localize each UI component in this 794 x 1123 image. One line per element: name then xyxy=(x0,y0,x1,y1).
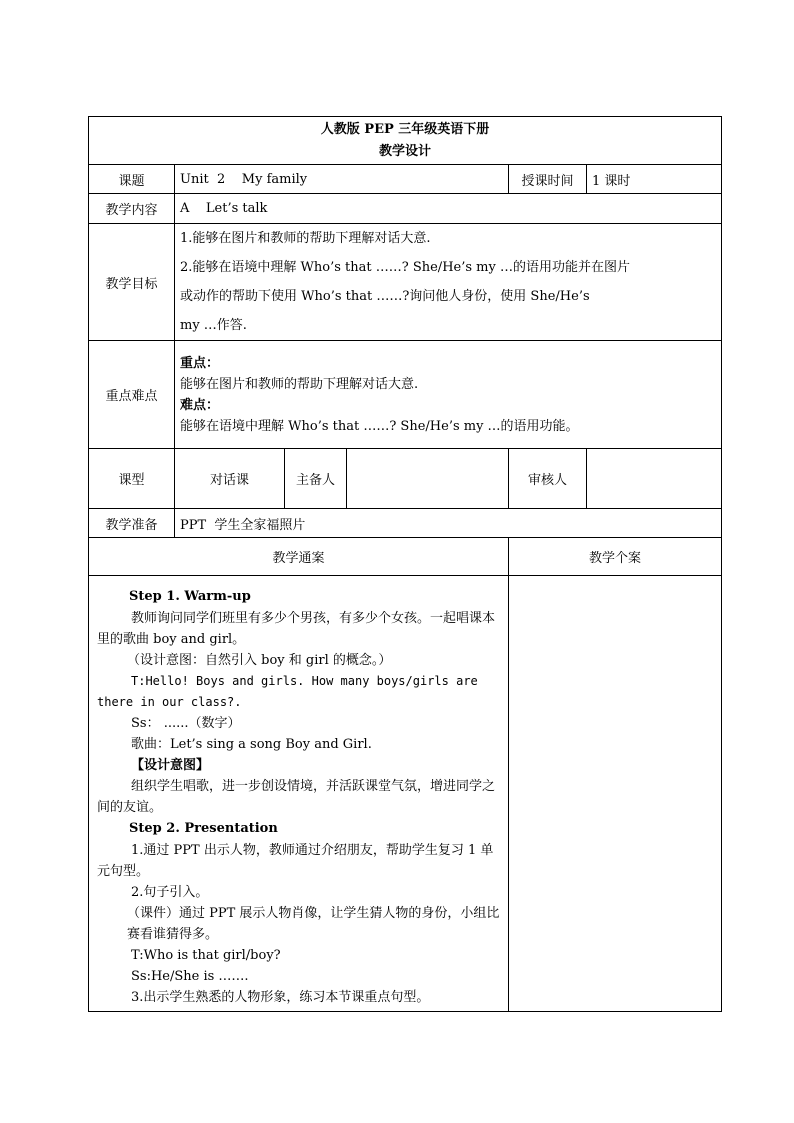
prep-label: 教学准备 xyxy=(89,509,175,538)
title-line-2: 教学设计 xyxy=(379,143,432,159)
goal-line-4: my …作答. xyxy=(180,318,247,333)
paragraph: Ss： ......（数字） xyxy=(131,716,241,731)
paragraph: 1.通过 PPT 出示人物，教师通过介绍朋友，帮助学生复习 1 单元句型。 xyxy=(97,843,494,879)
reviewer-value xyxy=(587,449,722,509)
general-plan-body xyxy=(89,576,509,1012)
goals-cell xyxy=(175,224,722,341)
paragraph: 歌曲：Let’s sing a song Boy and Girl. xyxy=(131,737,372,752)
content-label: 教学内容 xyxy=(89,194,175,224)
individual-plan-body xyxy=(509,576,722,1012)
content-value: A Let’s talk xyxy=(175,194,722,224)
title-line-1: 人教版 PEP 三年级英语下册 xyxy=(320,121,490,137)
goal-line-2: 2.能够在语境中理解 Who’s that ……? She/He’s my …的语用功能并在图片 xyxy=(180,260,630,275)
paragraph: 3.出示学生熟悉的人物形象，练习本节课重点句型。 xyxy=(131,990,430,1005)
paragraph: T:Who is that girl/boy? xyxy=(131,948,281,963)
key-points-label: 重点难点 xyxy=(89,341,175,449)
design-intent-heading: 【设计意图】 xyxy=(131,758,210,773)
paragraph: 2.句子引入。 xyxy=(131,885,209,900)
reviewer-label: 审核人 xyxy=(509,449,587,509)
difficulty-heading: 难点： xyxy=(180,397,220,413)
lesson-type-value: 对话课 xyxy=(175,449,285,509)
goal-line-1: 1.能够在图片和教师的帮助下理解对话大意. xyxy=(180,231,431,246)
author-value xyxy=(347,449,509,509)
prep-value: PPT 学生全家福照片 xyxy=(175,509,722,538)
lesson-type-label: 课型 xyxy=(89,449,175,509)
step-2-heading: Step 2. Presentation xyxy=(129,821,278,836)
paragraph: 教师询问同学们班里有多少个男孩，有多少个女孩。一起唱课本里的歌曲 boy and girl。 xyxy=(97,611,496,647)
general-plan-header: 教学通案 xyxy=(89,538,509,576)
goal-line-3: 或动作的帮助下使用 Who’s that ……?询问他人身份，使用 She/He’s xyxy=(180,289,590,304)
time-value: 1 课时 xyxy=(587,165,722,194)
key-points-cell xyxy=(175,341,722,449)
document-title xyxy=(89,117,722,165)
goals-label: 教学目标 xyxy=(89,224,175,341)
topic-value: Unit 2 My family xyxy=(175,165,509,194)
individual-plan-header: 教学个案 xyxy=(509,538,722,576)
paragraph: T:Hello! Boys and girls. How many boys/girls are there in our class?. xyxy=(97,674,478,709)
author-label: 主备人 xyxy=(285,449,347,509)
paragraph: 组织学生唱歌，进一步创设情境，并活跃课堂气氛，增进同学之间的友谊。 xyxy=(97,779,496,815)
time-label: 授课时间 xyxy=(509,165,587,194)
lesson-plan-table xyxy=(88,116,722,1012)
difficulty-text: 能够在语境中理解 Who’s that ……? She/He’s my …的语用功能。 xyxy=(180,418,579,434)
step-1-heading: Step 1. Warm-up xyxy=(129,589,251,604)
paragraph: Ss:He/She is ……. xyxy=(131,969,249,984)
key-point-text: 能够在图片和教师的帮助下理解对话大意. xyxy=(180,376,419,392)
topic-label: 课题 xyxy=(89,165,175,194)
paragraph: （课件）通过 PPT 展示人物肖像，让学生猜人物的身份，小组比赛看谁猜得多。 xyxy=(127,906,500,942)
paragraph: （设计意图：自然引入 boy 和 girl 的概念。） xyxy=(127,653,392,668)
key-point-heading: 重点： xyxy=(180,355,220,371)
